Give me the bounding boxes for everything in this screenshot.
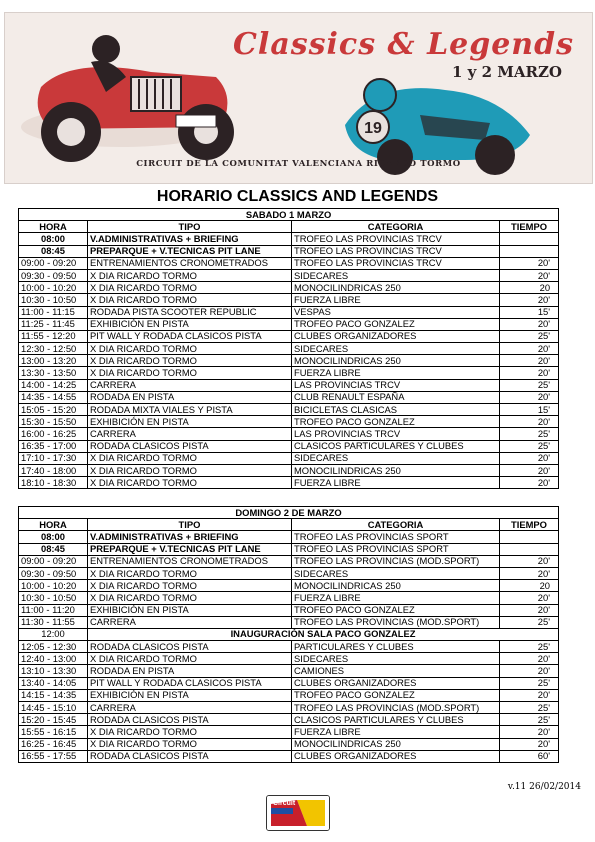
cell-tipo: RODADA MIXTA VIALES Y PISTA bbox=[88, 404, 292, 416]
cell-tiempo: 20' bbox=[500, 604, 559, 616]
cell-hora: 11:00 - 11:15 bbox=[19, 306, 88, 318]
cell-tipo: X DIA RICARDO TORMO bbox=[88, 592, 292, 604]
cell-tipo: X DIA RICARDO TORMO bbox=[88, 464, 292, 476]
cell-tiempo: 15' bbox=[500, 404, 559, 416]
table-row bbox=[19, 306, 559, 318]
cell-categoria: CLASICOS PARTICULARES Y CLUBES bbox=[292, 440, 500, 452]
cell-tiempo: 20' bbox=[500, 653, 559, 665]
cell-hora: 09:00 - 09:20 bbox=[19, 555, 88, 567]
cell-categoria: SIDECARES bbox=[292, 567, 500, 579]
cell-hora: 12:00 bbox=[19, 628, 88, 640]
saturday-schedule-table bbox=[18, 208, 559, 489]
banner-circuit-name: CIRCUIT DE LA COMUNITAT VALENCIANA RICARDO TORMO bbox=[136, 159, 461, 169]
sunday-header-row bbox=[19, 507, 559, 519]
cell-hora: 16:25 - 16:45 bbox=[19, 738, 88, 750]
version-label: v.11 26/02/2014 bbox=[507, 782, 581, 792]
cell-tiempo: 25' bbox=[500, 428, 559, 440]
cell-tiempo: 20' bbox=[500, 391, 559, 403]
cell-tipo: PREPARQUE + V.TECNICAS PIT LANE bbox=[88, 245, 292, 257]
cell-tiempo: 20' bbox=[500, 738, 559, 750]
cell-tiempo: 25' bbox=[500, 702, 559, 714]
cell-categoria: CLUB RENAULT ESPAÑA bbox=[292, 391, 500, 403]
cell-hora: 08:00 bbox=[19, 233, 88, 245]
cell-categoria: CLUBES ORGANIZADORES bbox=[292, 330, 500, 342]
cell-hora: 15:05 - 15:20 bbox=[19, 404, 88, 416]
cell-tipo: RODADA EN PISTA bbox=[88, 665, 292, 677]
cell-tipo: X DIA RICARDO TORMO bbox=[88, 580, 292, 592]
cell-categoria: TROFEO PACO GONZALEZ bbox=[292, 318, 500, 330]
cell-categoria: FUERZA LIBRE bbox=[292, 477, 500, 489]
cell-categoria: CLUBES ORGANIZADORES bbox=[292, 750, 500, 762]
cell-tiempo: 20' bbox=[500, 464, 559, 476]
cell-tiempo: 60' bbox=[500, 750, 559, 762]
cell-tipo: X DIA RICARDO TORMO bbox=[88, 567, 292, 579]
cell-categoria: TROFEO LAS PROVINCIAS (MOD.SPORT) bbox=[292, 555, 500, 567]
cell-hora: 14:00 - 14:25 bbox=[19, 379, 88, 391]
table-row bbox=[19, 355, 559, 367]
cell-categoria: CAMIONES bbox=[292, 665, 500, 677]
cell-tipo: X DIA RICARDO TORMO bbox=[88, 294, 292, 306]
cell-tipo: V.ADMINISTRATIVAS + BRIEFING bbox=[88, 531, 292, 543]
cell-tiempo: 20' bbox=[500, 477, 559, 489]
cell-hora: 13:00 - 13:20 bbox=[19, 355, 88, 367]
cell-categoria: FUERZA LIBRE bbox=[292, 294, 500, 306]
cell-tiempo: 25' bbox=[500, 714, 559, 726]
cell-categoria: CLUBES ORGANIZADORES bbox=[292, 677, 500, 689]
cell-categoria: PARTICULARES Y CLUBES bbox=[292, 641, 500, 653]
cell-tipo: X DIA RICARDO TORMO bbox=[88, 269, 292, 281]
cell-tiempo: 20' bbox=[500, 269, 559, 281]
table-row bbox=[19, 653, 559, 665]
cell-hora: 10:00 - 10:20 bbox=[19, 580, 88, 592]
cell-categoria: SIDECARES bbox=[292, 653, 500, 665]
cell-hora: 08:45 bbox=[19, 245, 88, 257]
column-header-tiempo: TIEMPO bbox=[500, 519, 559, 531]
cell-hora: 11:00 - 11:20 bbox=[19, 604, 88, 616]
column-header-tipo: TIPO bbox=[88, 519, 292, 531]
table-row bbox=[19, 367, 559, 379]
cell-tipo: X DIA RICARDO TORMO bbox=[88, 726, 292, 738]
cell-tipo: X DIA RICARDO TORMO bbox=[88, 477, 292, 489]
cell-tiempo bbox=[500, 245, 559, 257]
cell-hora: 09:00 - 09:20 bbox=[19, 257, 88, 269]
cell-tiempo: 15' bbox=[500, 306, 559, 318]
cell-tiempo: 20' bbox=[500, 665, 559, 677]
table-row bbox=[19, 543, 559, 555]
table-row bbox=[19, 628, 559, 640]
table-row bbox=[19, 689, 559, 701]
cell-categoria: TROFEO PACO GONZALEZ bbox=[292, 416, 500, 428]
circuit-logo-icon bbox=[266, 795, 330, 831]
cell-hora: 14:15 - 14:35 bbox=[19, 689, 88, 701]
cell-hora: 08:45 bbox=[19, 543, 88, 555]
cell-tipo: X DIA RICARDO TORMO bbox=[88, 738, 292, 750]
cell-tiempo: 20' bbox=[500, 555, 559, 567]
table-row bbox=[19, 452, 559, 464]
cell-categoria: SIDECARES bbox=[292, 452, 500, 464]
table-row bbox=[19, 269, 559, 281]
cell-categoria: TROFEO LAS PROVINCIAS SPORT bbox=[292, 531, 500, 543]
cell-tipo: CARRERA bbox=[88, 428, 292, 440]
logo-text: Circuit bbox=[273, 800, 296, 807]
cell-tiempo: 20' bbox=[500, 452, 559, 464]
cell-categoria: MONOCILINDRICAS 250 bbox=[292, 738, 500, 750]
cell-hora: 16:35 - 17:00 bbox=[19, 440, 88, 452]
sunday-title: DOMINGO 2 DE MARZO bbox=[19, 507, 559, 519]
cell-tipo: RODADA EN PISTA bbox=[88, 391, 292, 403]
cell-tipo: RODADA CLASICOS PISTA bbox=[88, 714, 292, 726]
cell-hora: 12:30 - 12:50 bbox=[19, 343, 88, 355]
cell-hora: 16:00 - 16:25 bbox=[19, 428, 88, 440]
column-header-hora: HORA bbox=[19, 221, 88, 233]
table-row bbox=[19, 641, 559, 653]
cell-tiempo: 20 bbox=[500, 580, 559, 592]
cell-hora: 08:00 bbox=[19, 531, 88, 543]
cell-categoria: TROFEO PACO GONZALEZ bbox=[292, 604, 500, 616]
table-row bbox=[19, 379, 559, 391]
cell-hora: 13:30 - 13:50 bbox=[19, 367, 88, 379]
cell-categoria: LAS PROVINCIAS TRCV bbox=[292, 428, 500, 440]
cell-hora: 10:30 - 10:50 bbox=[19, 592, 88, 604]
cell-tipo: X DIA RICARDO TORMO bbox=[88, 367, 292, 379]
table-row bbox=[19, 604, 559, 616]
column-header-tipo: TIPO bbox=[88, 221, 292, 233]
table-row bbox=[19, 738, 559, 750]
table-row bbox=[19, 580, 559, 592]
cell-tiempo: 20' bbox=[500, 726, 559, 738]
cell-tiempo: 20' bbox=[500, 257, 559, 269]
cell-hora: 16:55 - 17:55 bbox=[19, 750, 88, 762]
cell-categoria: FUERZA LIBRE bbox=[292, 726, 500, 738]
saturday-header-row bbox=[19, 209, 559, 221]
cell-tiempo: 20' bbox=[500, 689, 559, 701]
cell-tiempo: 25' bbox=[500, 440, 559, 452]
table-row bbox=[19, 440, 559, 452]
cell-tipo: CARRERA bbox=[88, 379, 292, 391]
cell-tipo: X DIA RICARDO TORMO bbox=[88, 355, 292, 367]
cell-categoria: FUERZA LIBRE bbox=[292, 367, 500, 379]
cell-tiempo: 25' bbox=[500, 379, 559, 391]
cell-categoria: MONOCILINDRICAS 250 bbox=[292, 355, 500, 367]
table-row bbox=[19, 702, 559, 714]
cell-tipo: X DIA RICARDO TORMO bbox=[88, 282, 292, 294]
cell-tipo: EXHIBICIÓN EN PISTA bbox=[88, 604, 292, 616]
cell-hora: 12:05 - 12:30 bbox=[19, 641, 88, 653]
table-row bbox=[19, 477, 559, 489]
sidecar-illustration-icon bbox=[11, 17, 241, 177]
cell-tipo: RODADA CLASICOS PISTA bbox=[88, 750, 292, 762]
column-header-tiempo: TIEMPO bbox=[500, 221, 559, 233]
cell-tipo: X DIA RICARDO TORMO bbox=[88, 452, 292, 464]
svg-text:19: 19 bbox=[364, 120, 382, 137]
cell-categoria: TROFEO LAS PROVINCIAS (MOD.SPORT) bbox=[292, 702, 500, 714]
column-header-hora: HORA bbox=[19, 519, 88, 531]
cell-tipo: RODADA CLASICOS PISTA bbox=[88, 440, 292, 452]
table-row bbox=[19, 531, 559, 543]
cell-hora: 12:40 - 13:00 bbox=[19, 653, 88, 665]
cell-tipo: PIT WALL Y RODADA CLASICOS PISTA bbox=[88, 677, 292, 689]
cell-tipo: V.ADMINISTRATIVAS + BRIEFING bbox=[88, 233, 292, 245]
cell-categoria: TROFEO PACO GONZALEZ bbox=[292, 689, 500, 701]
cell-categoria: MONOCILINDRICAS 250 bbox=[292, 282, 500, 294]
cell-hora: 11:55 - 12:20 bbox=[19, 330, 88, 342]
cell-hora: 10:30 - 10:50 bbox=[19, 294, 88, 306]
cell-categoria: CLASICOS PARTICULARES Y CLUBES bbox=[292, 714, 500, 726]
cell-tiempo: 20' bbox=[500, 343, 559, 355]
event-banner bbox=[4, 12, 593, 184]
cell-tipo: CARRERA bbox=[88, 616, 292, 628]
table-row bbox=[19, 592, 559, 604]
cell-tipo: ENTRENAMIENTOS CRONOMETRADOS bbox=[88, 555, 292, 567]
cell-categoria: VESPAS bbox=[292, 306, 500, 318]
cell-categoria: SIDECARES bbox=[292, 343, 500, 355]
table-row bbox=[19, 257, 559, 269]
cell-categoria: FUERZA LIBRE bbox=[292, 592, 500, 604]
cell-hora: 14:35 - 14:55 bbox=[19, 391, 88, 403]
cell-hora: 17:40 - 18:00 bbox=[19, 464, 88, 476]
cell-hora: 15:55 - 16:15 bbox=[19, 726, 88, 738]
column-header-row bbox=[19, 519, 559, 531]
cell-hora: 09:30 - 09:50 bbox=[19, 269, 88, 281]
cell-categoria: TROFEO LAS PROVINCIAS TRCV bbox=[292, 245, 500, 257]
cell-tipo: RODADA CLASICOS PISTA bbox=[88, 641, 292, 653]
cell-event: INAUGURACIÓN SALA PACO GONZALEZ bbox=[88, 628, 559, 640]
cell-hora: 13:10 - 13:30 bbox=[19, 665, 88, 677]
table-row bbox=[19, 616, 559, 628]
table-row bbox=[19, 245, 559, 257]
cell-tipo: CARRERA bbox=[88, 702, 292, 714]
table-row bbox=[19, 343, 559, 355]
cell-categoria: TROFEO LAS PROVINCIAS TRCV bbox=[292, 233, 500, 245]
table-row bbox=[19, 714, 559, 726]
saturday-title: SABADO 1 MARZO bbox=[19, 209, 559, 221]
cell-hora: 11:30 - 11:55 bbox=[19, 616, 88, 628]
cell-tipo: PIT WALL Y RODADA CLASICOS PISTA bbox=[88, 330, 292, 342]
cell-tiempo: 20' bbox=[500, 355, 559, 367]
cell-tipo: RODADA PISTA SCOOTER REPUBLIC bbox=[88, 306, 292, 318]
cell-tiempo: 20' bbox=[500, 592, 559, 604]
banner-title: Classics & Legends bbox=[233, 27, 574, 62]
table-row bbox=[19, 294, 559, 306]
sunday-schedule-table bbox=[18, 506, 559, 763]
cell-categoria: TROFEO LAS PROVINCIAS (MOD.SPORT) bbox=[292, 616, 500, 628]
page-title: HORARIO CLASSICS AND LEGENDS bbox=[156, 188, 439, 205]
cell-tipo: X DIA RICARDO TORMO bbox=[88, 653, 292, 665]
cell-hora: 17:10 - 17:30 bbox=[19, 452, 88, 464]
cell-tiempo bbox=[500, 543, 559, 555]
table-row bbox=[19, 567, 559, 579]
cell-categoria: MONOCILINDRICAS 250 bbox=[292, 580, 500, 592]
cell-tiempo: 20' bbox=[500, 294, 559, 306]
table-row bbox=[19, 665, 559, 677]
table-row bbox=[19, 555, 559, 567]
cell-hora: 14:45 - 15:10 bbox=[19, 702, 88, 714]
cell-tipo: ENTRENAMIENTOS CRONOMETRADOS bbox=[88, 257, 292, 269]
cell-tiempo: 20 bbox=[500, 282, 559, 294]
cell-categoria: TROFEO LAS PROVINCIAS SPORT bbox=[292, 543, 500, 555]
table-row bbox=[19, 726, 559, 738]
table-row bbox=[19, 404, 559, 416]
cell-categoria: TROFEO LAS PROVINCIAS TRCV bbox=[292, 257, 500, 269]
cell-categoria: SIDECARES bbox=[292, 269, 500, 281]
cell-tiempo bbox=[500, 233, 559, 245]
cell-tiempo: 25' bbox=[500, 616, 559, 628]
cell-tiempo: 20' bbox=[500, 567, 559, 579]
table-row bbox=[19, 282, 559, 294]
cell-hora: 09:30 - 09:50 bbox=[19, 567, 88, 579]
table-row bbox=[19, 677, 559, 689]
table-row bbox=[19, 330, 559, 342]
cell-tiempo: 25' bbox=[500, 641, 559, 653]
cell-hora: 10:00 - 10:20 bbox=[19, 282, 88, 294]
column-header-row bbox=[19, 221, 559, 233]
cell-tiempo: 20' bbox=[500, 416, 559, 428]
table-row bbox=[19, 750, 559, 762]
cell-categoria: BICICLETAS CLASICAS bbox=[292, 404, 500, 416]
table-row bbox=[19, 318, 559, 330]
cell-tipo: EXHIBICIÓN EN PISTA bbox=[88, 689, 292, 701]
cell-tipo: EXHIBICIÓN EN PISTA bbox=[88, 318, 292, 330]
cell-tiempo bbox=[500, 531, 559, 543]
cell-tipo: PREPARQUE + V.TECNICAS PIT LANE bbox=[88, 543, 292, 555]
cell-hora: 15:20 - 15:45 bbox=[19, 714, 88, 726]
cell-hora: 11:25 - 11:45 bbox=[19, 318, 88, 330]
column-header-categoria: CATEGORIA bbox=[292, 221, 500, 233]
cell-tipo: EXHIBICIÓN EN PISTA bbox=[88, 416, 292, 428]
cell-categoria: MONOCILINDRICAS 250 bbox=[292, 464, 500, 476]
table-row bbox=[19, 416, 559, 428]
cell-tipo: X DIA RICARDO TORMO bbox=[88, 343, 292, 355]
table-row bbox=[19, 391, 559, 403]
banner-dates: 1 y 2 MARZO bbox=[452, 63, 562, 81]
cell-tiempo: 25' bbox=[500, 330, 559, 342]
table-row bbox=[19, 464, 559, 476]
table-row bbox=[19, 233, 559, 245]
cell-categoria: LAS PROVINCIAS TRCV bbox=[292, 379, 500, 391]
table-row bbox=[19, 428, 559, 440]
cell-hora: 18:10 - 18:30 bbox=[19, 477, 88, 489]
cell-tiempo: 25' bbox=[500, 677, 559, 689]
cell-tiempo: 20' bbox=[500, 367, 559, 379]
cell-hora: 15:30 - 15:50 bbox=[19, 416, 88, 428]
column-header-categoria: CATEGORIA bbox=[292, 519, 500, 531]
cell-hora: 13:40 - 14:05 bbox=[19, 677, 88, 689]
cell-tiempo: 20' bbox=[500, 318, 559, 330]
